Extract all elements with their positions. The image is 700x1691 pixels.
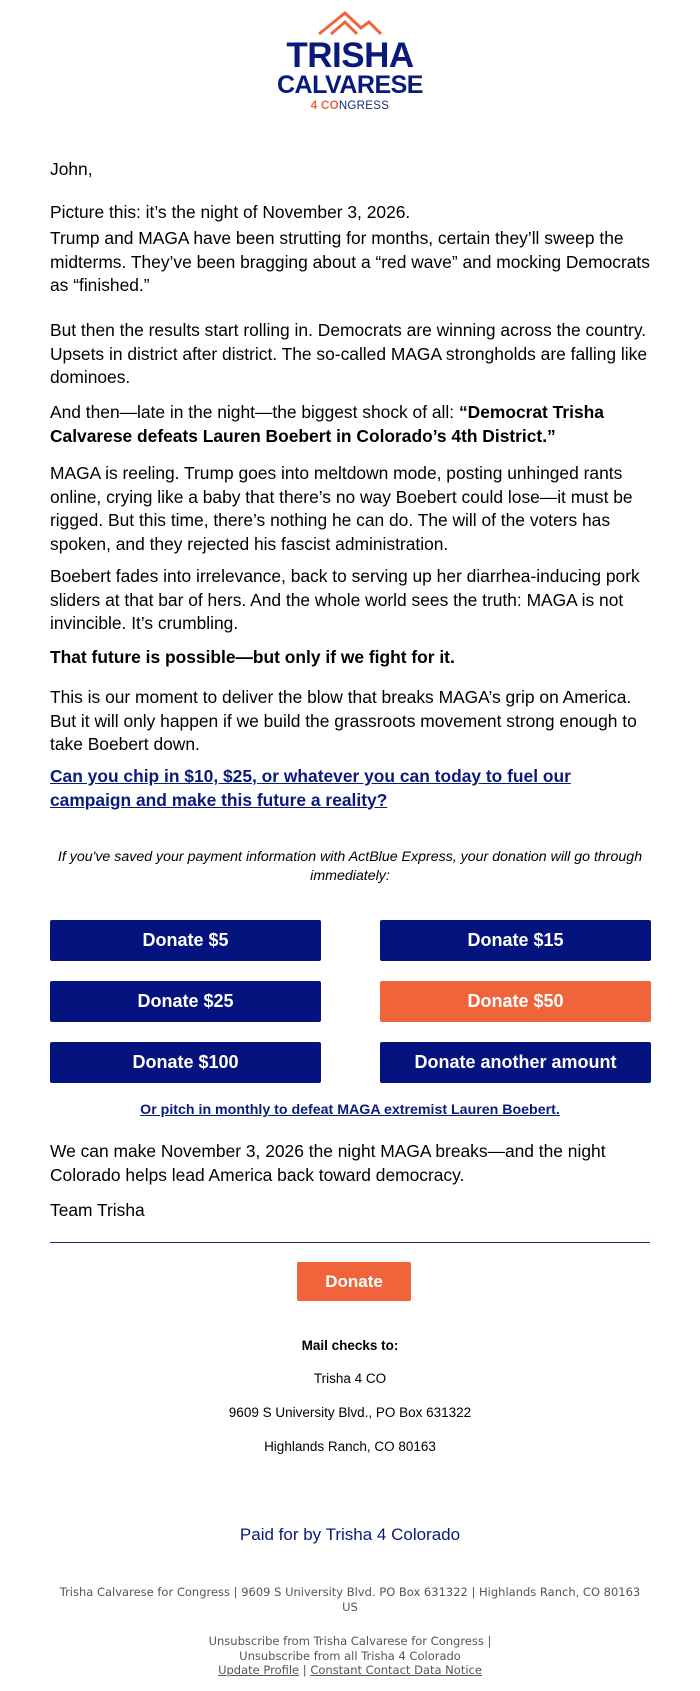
paragraph-5: MAGA is reeling. Trump goes into meltdown mode, posting unhinged rants online, crying like a baby that there’s no way Boebert could lose—it must be rigged. But this time, there’s nothing he can do. The will of the voters has spoken, and they rejected his fascist administration.: [50, 463, 633, 554]
donate-100-button[interactable]: Donate $100: [50, 1042, 321, 1083]
closing-paragraph: We can make November 3, 2026 the night MAGA breaks—and the night Colorado helps lead America back toward democracy.: [50, 1141, 606, 1185]
signature: Team Trisha: [50, 1200, 145, 1220]
paragraph-8: This is our moment to deliver the blow that breaks MAGA’s grip on America. But it will only happen if we build the grassroots movement strong enough to take Boebert down.: [50, 687, 637, 754]
ask-donate-link[interactable]: Can you chip in $10, $25, or whatever you can today to fuel our campaign and make this future a reality?: [50, 766, 571, 810]
update-profile-link[interactable]: Update Profile: [218, 1663, 300, 1677]
unsubscribe-congress-link[interactable]: Unsubscribe from Trisha Calvarese for Congress |: [208, 1634, 492, 1648]
p4-headline: “Democrat Trisha Calvarese defeats Lauren Boebert in Colorado’s 4th District.”: [50, 402, 604, 446]
greeting: John,: [50, 159, 93, 179]
logo-line1: TRISHA: [286, 36, 414, 75]
mail-name: Trisha 4 CO: [313, 1371, 387, 1386]
paragraph-3: But then the results start rolling in. Democrats are winning across the country. Upsets in district after district. The so-called MAGA strongholds are falling like dominoes.: [50, 320, 648, 387]
monthly-row: [0, 1102, 700, 1118]
donate-5-button[interactable]: Donate $5: [50, 920, 321, 961]
paragraph-6: Boebert fades into irrelevance, back to serving up her diarrhea-inducing pork sliders at that bar of hers. And the whole world sees the truth: MAGA is not invincible. It’s crumbling.: [50, 566, 640, 633]
divider: [50, 1242, 650, 1243]
data-notice-link[interactable]: Constant Contact Data Notice: [310, 1663, 482, 1677]
donate-15-button[interactable]: Donate $15: [380, 920, 651, 961]
separator: |: [299, 1663, 311, 1677]
paragraph-2: Trump and MAGA have been strutting for months, certain they’ll sweep the midterms. They’ve been bragging about a “red wave” and mocking Democrats as “finished.”: [50, 228, 650, 295]
mail-heading: Mail checks to:: [301, 1338, 399, 1353]
logo-accent: 4 CO: [310, 100, 339, 112]
paid-for-disclaimer: Paid for by Trisha 4 Colorado: [239, 1525, 461, 1544]
mountain-icon: [315, 10, 385, 36]
mail-address: 9609 S University Blvd., PO Box 631322: [228, 1405, 472, 1420]
logo-line2: CALVARESE: [277, 71, 423, 99]
mail-city: Highlands Ranch, CO 80163: [264, 1439, 436, 1454]
donate-button[interactable]: Donate: [297, 1262, 411, 1301]
campaign-logo: [260, 10, 440, 110]
logo-rest: NGRESS: [338, 100, 390, 112]
footer-links: [0, 1634, 700, 1678]
monthly-donate-link[interactable]: Or pitch in monthly to defeat MAGA extremist Lauren Boebert.: [140, 1102, 560, 1118]
ask-paragraph: [50, 765, 650, 812]
paragraph-4: [50, 401, 650, 448]
unsubscribe-all-link[interactable]: Unsubscribe from all Trisha 4 Colorado: [239, 1648, 461, 1663]
p4-lead: And then—late in the night—the biggest shock of all:: [50, 402, 459, 422]
donate-25-button[interactable]: Donate $25: [50, 981, 321, 1022]
actblue-express-note: If you've saved your payment information with ActBlue Express, your donation will go through immediately:: [57, 849, 643, 884]
paragraph-7: That future is possible—but only if we fight for it.: [50, 647, 455, 667]
logo-line3: [260, 100, 440, 112]
paragraph-1: Picture this: it’s the night of November 3, 2026.: [50, 202, 411, 222]
donate-50-button[interactable]: Donate $50: [380, 981, 651, 1022]
footer-address: Trisha Calvarese for Congress | 9609 S University Blvd. PO Box 631322 | Highlands Ranch, CO 80163 US: [59, 1585, 641, 1614]
donate-other-button[interactable]: Donate another amount: [380, 1042, 651, 1083]
